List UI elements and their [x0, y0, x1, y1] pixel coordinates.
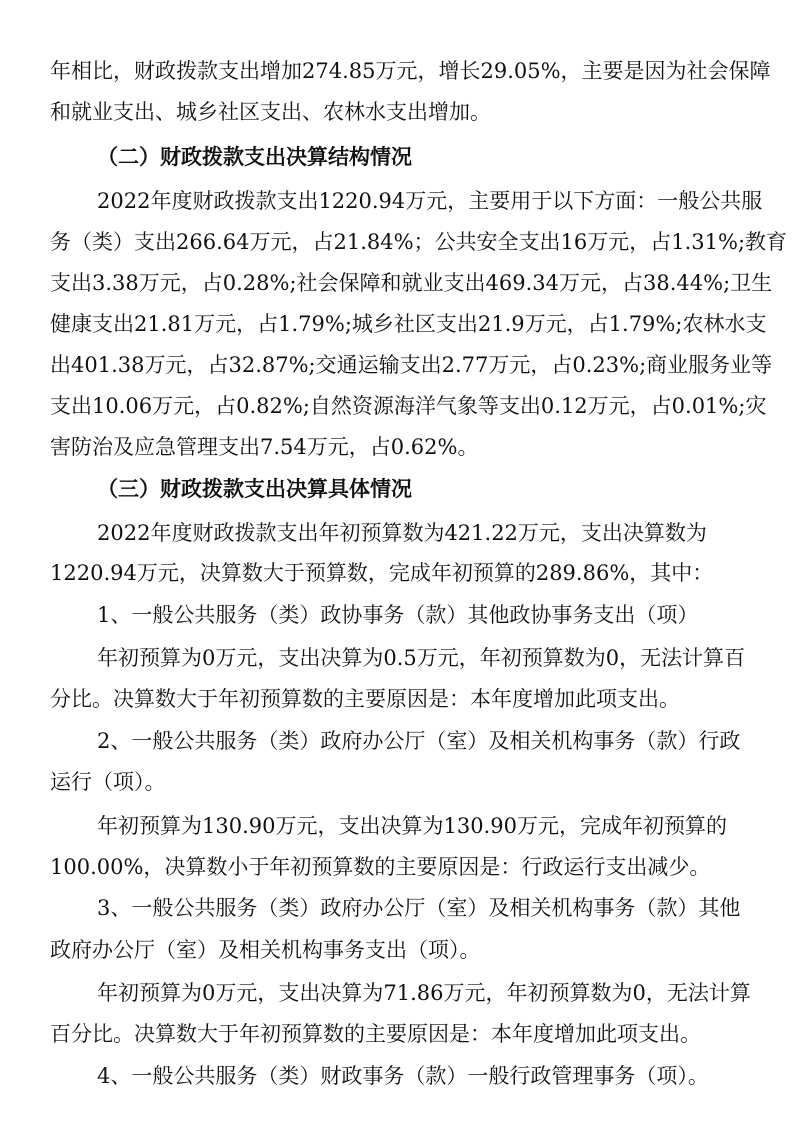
paragraph-line: 出401.38万元，占32.87%;交通运输支出2.77万元，占0.23%;商业服务业等: [50, 353, 773, 377]
paragraph-line: 政府办公厅（室）及相关机构事务支出（项）。: [50, 938, 481, 962]
paragraph-line: 100.00%，决算数小于年初预算数的主要原因是：行政运行支出减少。: [50, 855, 711, 879]
paragraph-line: 健康支出21.81万元，占1.79%;城乡社区支出21.9万元，占1.79%;农林水支: [50, 312, 767, 336]
item-heading-3: 3、一般公共服务（类）政府办公厅（室）及相关机构事务（款）其他: [97, 896, 741, 920]
item-heading-1: 1、一般公共服务（类）政协事务（款）其他政协事务支出（项）: [97, 603, 699, 627]
paragraph-line: 支出3.38万元，占0.28%;社会保障和就业支出469.34万元，占38.44%;卫生: [50, 271, 773, 295]
paragraph-line: 务（类）支出266.64万元，占21.84%；公共安全支出16万元，占1.31%;教育: [50, 230, 788, 254]
paragraph-line: 和就业支出、城乡社区支出、农林水支出增加。: [50, 100, 491, 124]
section-heading-structure: （二）财政拨款支出决算结构情况: [97, 144, 412, 169]
item-heading-4: 4、一般公共服务（类）财政事务（款）一般行政管理事务（项）。: [97, 1064, 709, 1088]
item-heading-2: 2、一般公共服务（类）政府办公厅（室）及相关机构事务（款）行政: [97, 729, 741, 753]
paragraph-line: 分比。决算数大于年初预算数的主要原因是：本年度增加此项支出。: [50, 687, 680, 711]
paragraph-line: 2022年度财政拨款支出年初预算数为421.22万元，支出决算数为: [97, 521, 707, 545]
paragraph-line: 1220.94万元，决算数大于预算数，完成年初预算的289.86%，其中：: [50, 561, 714, 585]
paragraph-line: 支出10.06万元，占0.82%;自然资源海洋气象等支出0.12万元，占0.01%;灾: [50, 394, 767, 418]
paragraph-line: 年初预算为0万元，支出决算为0.5万元，年初预算数为0，无法计算百: [97, 646, 746, 670]
paragraph-line: 年初预算为0万元，支出决算为71.86万元，年初预算数为0，无法计算: [97, 981, 751, 1005]
paragraph-line: 年初预算为130.90万元，支出决算为130.90万元，完成年初预算的: [97, 814, 727, 838]
paragraph-line: 2022年度财政拨款支出1220.94万元，主要用于以下方面：一般公共服: [97, 189, 763, 213]
paragraph-line: 年相比，财政拨款支出增加274.85万元，增长29.05%，主要是因为社会保障: [50, 59, 771, 83]
paragraph-line: 运行（项）。: [50, 770, 166, 794]
section-heading-details: （三）财政拨款支出决算具体情况: [97, 476, 412, 501]
paragraph-line: 百分比。决算数大于年初预算数的主要原因是：本年度增加此项支出。: [50, 1022, 701, 1046]
paragraph-line: 害防治及应急管理支出7.54万元，占0.62%。: [50, 435, 479, 459]
